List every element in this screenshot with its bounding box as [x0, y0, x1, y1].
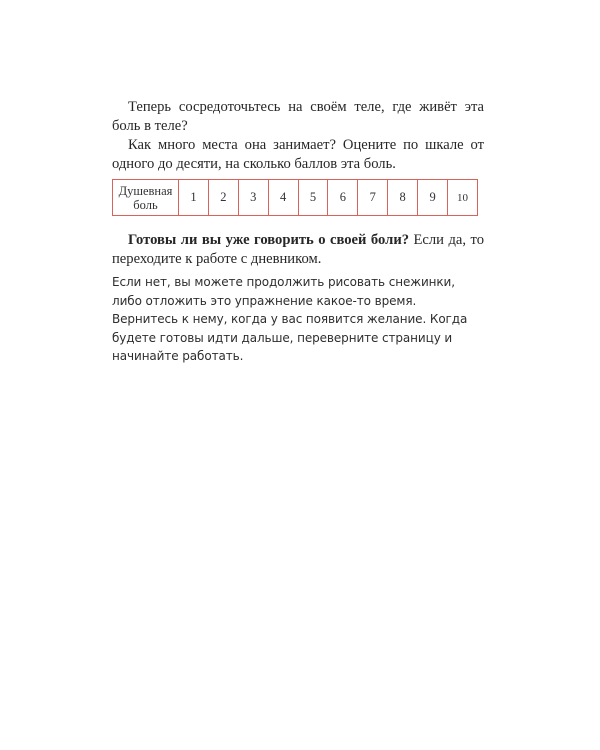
scale-cell-7: 7: [358, 180, 388, 216]
scale-cell-8: 8: [388, 180, 418, 216]
scale-cell-5: 5: [298, 180, 328, 216]
pain-scale-row: [113, 180, 478, 216]
ready-question-rest: Если да, то переходите к работе с дневником.: [112, 232, 484, 267]
pain-scale-label: [113, 180, 179, 216]
pain-scale-table: [112, 179, 478, 216]
scale-cell-9: 9: [418, 180, 448, 216]
note-paragraph: Если нет, вы можете продолжить рисовать снежинки, либо отложить это упражнение какое-то время. Вернитесь к нему, когда у вас появится желание. Когда будете готовы идти дальше, переверните страницу и начинайте работать.: [112, 275, 468, 363]
paragraph-rate-pain: Как много места она занимает? Оцените по шкале от одного до десяти, на сколько баллов эта боль.: [112, 137, 484, 172]
scale-cell-6: 6: [328, 180, 358, 216]
ready-question-bold: Готовы ли вы уже говорить о своей боли?: [128, 232, 410, 248]
scale-cell-2: 2: [208, 180, 238, 216]
scale-cell-4: 4: [268, 180, 298, 216]
paragraph-body-focus: Теперь сосредоточьтесь на своём теле, где живёт эта боль в теле?: [112, 99, 484, 134]
paragraph-ready-question: [112, 231, 484, 269]
scale-cell-1: 1: [179, 180, 209, 216]
pain-scale-label-line2: боль: [133, 197, 158, 212]
pain-scale-label-line1: Душевная: [118, 183, 173, 198]
scale-cell-10: 10: [448, 180, 478, 216]
scale-cell-3: 3: [238, 180, 268, 216]
